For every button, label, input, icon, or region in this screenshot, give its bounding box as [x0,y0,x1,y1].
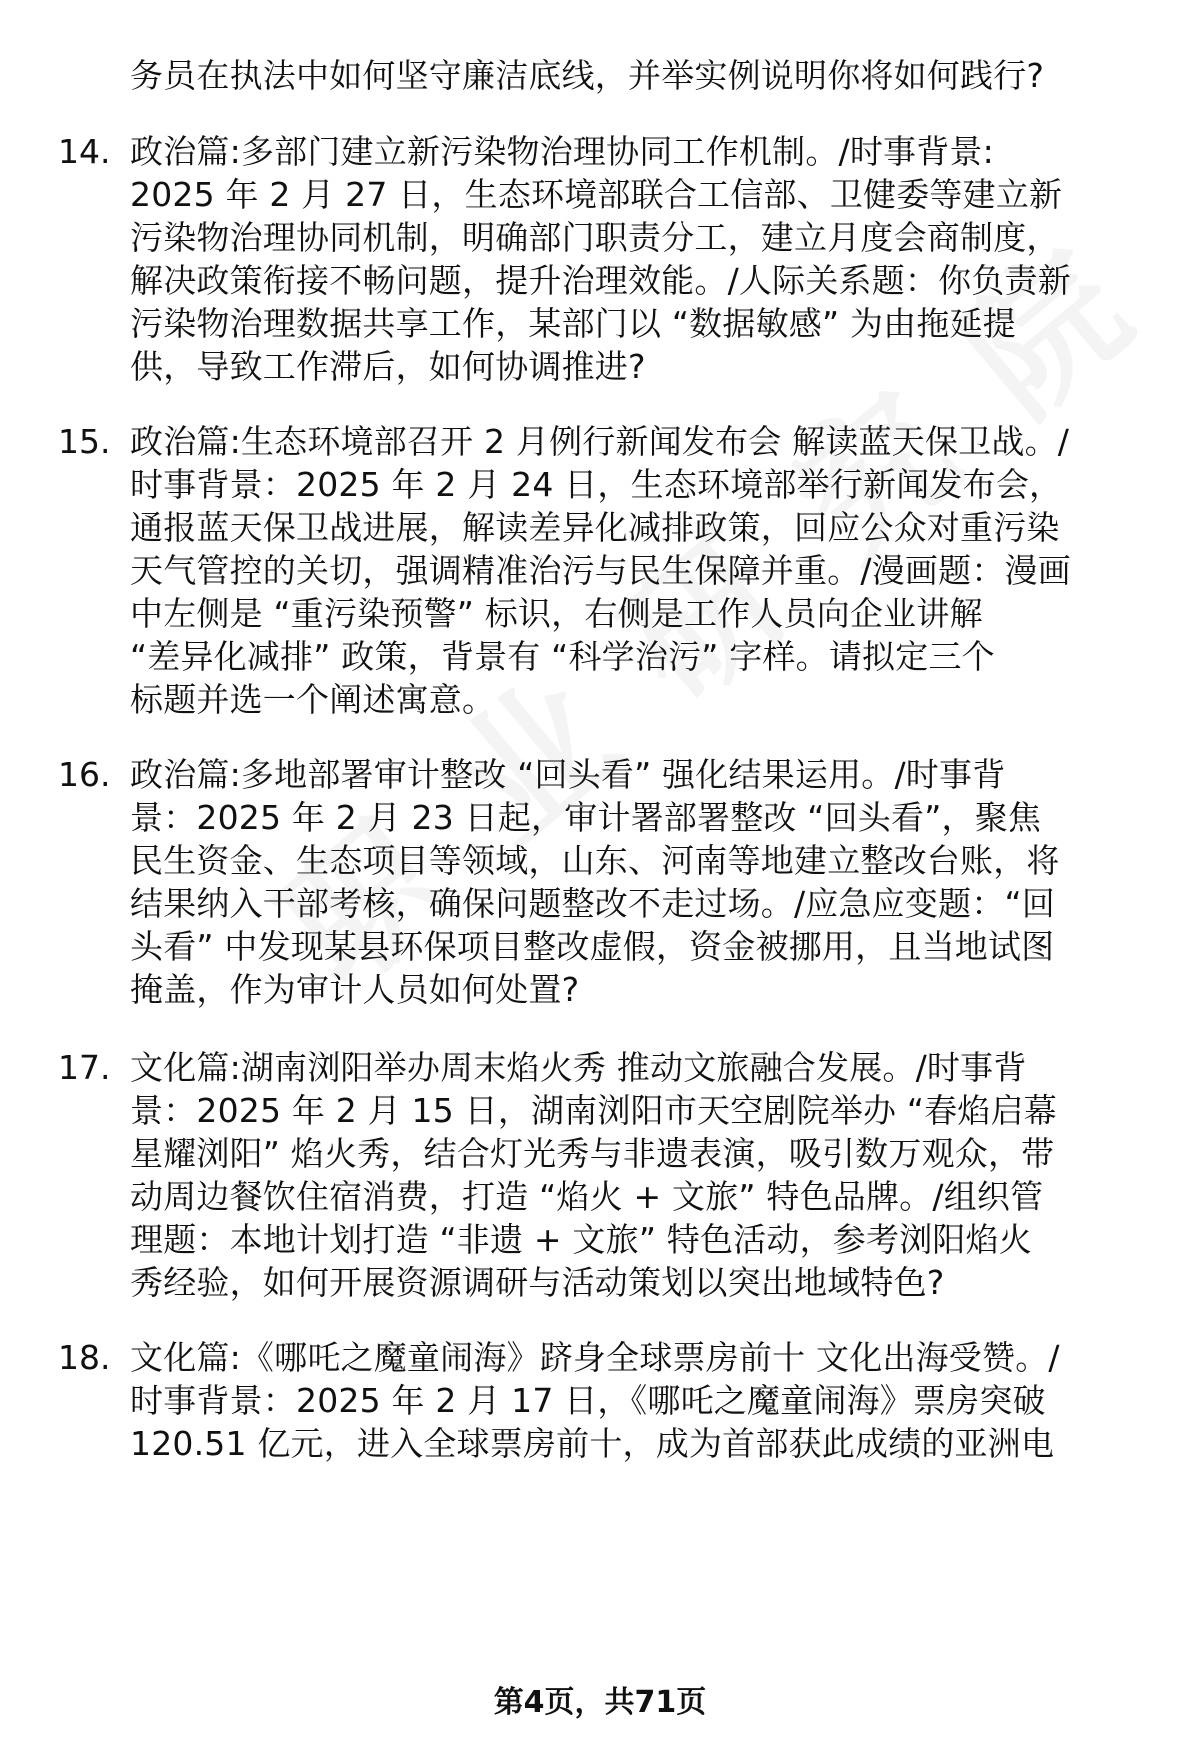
question-number-18: 18. [58,1338,111,1377]
text-line: 结果纳入干部考核，确保问题整改不走过场。/应急应变题：“回 [130,884,1056,923]
text-line: 2025 年 2 月 27 日，生态环境部联合工信部、卫健委等建立新 [130,175,1063,214]
page-footer: 第4页，共71页 [493,1685,707,1720]
text-line: 通报蓝天保卫战进展，解读差异化减排政策，回应公众对重污染 [130,508,1060,547]
text-line: 时事背景：2025 年 2 月 24 日，生态环境部举行新闻发布会， [130,465,1063,504]
question-number-14: 14. [58,132,111,171]
text-line: 解决政策衔接不畅问题，提升治理效能。/人际关系题：你负责新 [130,261,1071,300]
text-line: 政治篇:生态环境部召开 2 月例行新闻发布会 解读蓝天保卫战。/ [130,422,1070,461]
text-line: 文化篇:湖南浏阳举办周末焰火秀 推动文旅融合发展。/时事背 [130,1048,1027,1087]
text-line: 政治篇:多地部署审计整改 “回头看” 强化结果运用。/时事背 [130,755,1006,794]
text-line: 动周边餐饮住宿消费，打造 “焰火 + 文旅” 特色品牌。/组织管 [130,1177,1044,1216]
text-line: 供，导致工作滞后，如何协调推进? [130,347,646,386]
text-line: 景：2025 年 2 月 15 日，湖南浏阳市天空剧院举办 “春焰启幕 [130,1091,1058,1130]
text-line: 标题并选一个阐述寓意。 [130,680,496,719]
text-line: 掩盖，作为审计人员如何处置? [130,970,580,1009]
text-line: 120.51 亿元，进入全球票房前十，成为首部获此成绩的亚洲电 [130,1424,1055,1463]
text-line: 秀经验，如何开展资源调研与活动策划以突出地域特色? [130,1263,945,1302]
question-number-16: 16. [58,755,111,794]
question-number-17: 17. [58,1048,111,1087]
text-line: 污染物治理协同机制，明确部门职责分工，建立月度会商制度， [130,218,1060,257]
text-line: 头看” 中发现某县环保项目整改虚假，资金被挪用，且当地试图 [130,927,1055,966]
text-line: 星耀浏阳” 焰火秀，结合灯光秀与非遗表演，吸引数万观众，带 [130,1134,1055,1173]
question-number-15: 15. [58,422,111,461]
text-line: 中左侧是 “重污染预警” 标识，右侧是工作人员向企业讲解 [130,594,983,633]
text-line: 务员在执法中如何坚守廉洁底线，并举实例说明你将如何践行? [130,56,1045,95]
text-line: 文化篇:《哪吒之魔童闹海》跻身全球票房前十 文化出海受赞。/ [130,1338,1060,1377]
text-line: 污染物治理数据共享工作，某部门以 “数据敏感” 为由拖延提 [130,304,1016,343]
text-line: 理题：本地计划打造 “非遗 + 文旅” 特色活动，参考浏阳焰火 [130,1220,1033,1259]
text-line: 时事背景：2025 年 2 月 17 日，《哪吒之魔童闹海》票房突破 [130,1381,1046,1420]
text-line: 政治篇:多部门建立新污染物治理协同工作机制。/时事背景: [130,132,994,171]
text-line: 景：2025 年 2 月 23 日起，审计署部署整改 “回头看”，聚焦 [130,798,1042,837]
text-line: “差异化减排” 政策，背景有 “科学治污” 字样。请拟定三个 [130,637,995,676]
text-line: 天气管控的关切，强调精准治污与民生保障并重。/漫画题：漫画 [130,551,1071,590]
text-line: 民生资金、生态项目等领域，山东、河南等地建立整改台账，将 [130,841,1060,880]
